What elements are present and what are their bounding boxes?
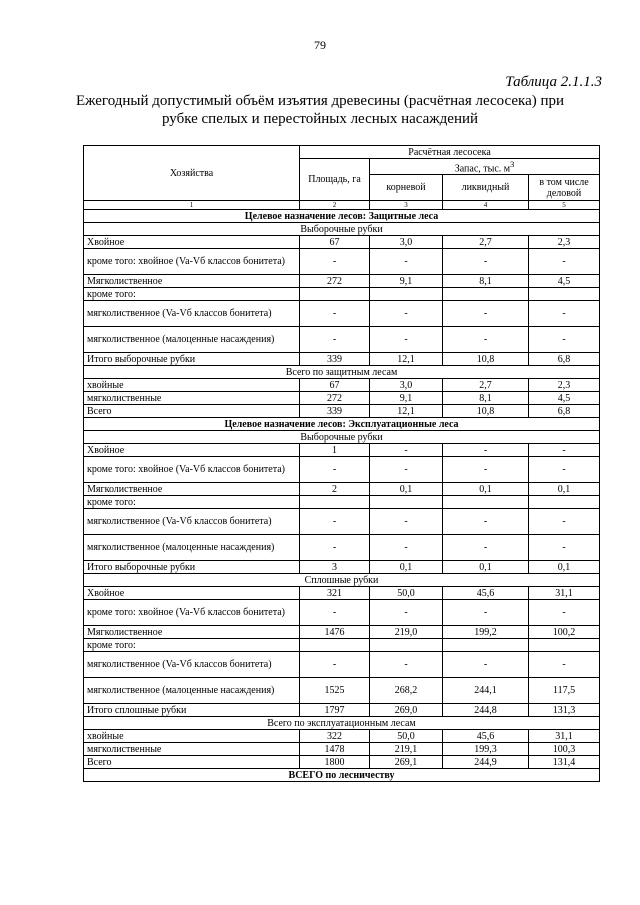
- table-row: [84, 743, 600, 756]
- cell-root: 0,1: [370, 561, 443, 574]
- cell-liquid: 0,1: [443, 561, 529, 574]
- cell-liquid: [443, 288, 529, 301]
- section-header: ВСЕГО по лесничеству: [84, 769, 600, 782]
- table-row: [84, 535, 600, 561]
- cell-area: 1797: [300, 704, 370, 717]
- cell-root: -: [370, 444, 443, 457]
- cell-area: 2: [300, 483, 370, 496]
- subsection-header: Сплошные рубки: [84, 574, 600, 587]
- row-label: кроме того: хвойное (Va-Vб классов бонитета): [84, 249, 300, 275]
- cell-business: 31,1: [529, 730, 600, 743]
- page-number: 79: [314, 38, 326, 52]
- cell-root: 268,2: [370, 678, 443, 704]
- cell-business: 31,1: [529, 587, 600, 600]
- cell-area: 339: [300, 353, 370, 366]
- row-label: хвойные: [84, 730, 300, 743]
- cell-business: 117,5: [529, 678, 600, 704]
- section-header: Целевое назначение лесов: Эксплуатационные леса: [84, 418, 600, 431]
- cell-area: 322: [300, 730, 370, 743]
- cell-area: 1476: [300, 626, 370, 639]
- table-row: [84, 457, 600, 483]
- cell-area: -: [300, 327, 370, 353]
- table-row: [84, 639, 600, 652]
- row-label: мягколиственное (Va-Vб классов бонитета): [84, 301, 300, 327]
- row-label: кроме того: хвойное (Va-Vб классов бонитета): [84, 600, 300, 626]
- cell-business: 4,5: [529, 275, 600, 288]
- cell-liquid: -: [443, 509, 529, 535]
- cell-area: 339: [300, 405, 370, 418]
- table-row: [84, 587, 600, 600]
- row-label: мягколиственные: [84, 743, 300, 756]
- cell-root: [370, 639, 443, 652]
- row-label: хвойные: [84, 379, 300, 392]
- row-label: Хвойное: [84, 236, 300, 249]
- cell-business: [529, 496, 600, 509]
- cell-business: 100,2: [529, 626, 600, 639]
- subsection-header: Выборочные рубки: [84, 223, 600, 236]
- table-row: [84, 600, 600, 626]
- cell-business: -: [529, 249, 600, 275]
- cell-area: 67: [300, 379, 370, 392]
- cell-root: 269,0: [370, 704, 443, 717]
- cell-liquid: -: [443, 600, 529, 626]
- cell-root: 0,1: [370, 483, 443, 496]
- cell-area: 1525: [300, 678, 370, 704]
- subsection-header: Выборочные рубки: [84, 431, 600, 444]
- table-row: [84, 444, 600, 457]
- table-row: [84, 626, 600, 639]
- cell-area: [300, 639, 370, 652]
- cell-business: -: [529, 327, 600, 353]
- table-name: Таблица 2.1.1.3: [505, 74, 602, 90]
- column-index: 4: [443, 201, 529, 210]
- cell-business: 2,3: [529, 236, 600, 249]
- table-row: [84, 483, 600, 496]
- cell-liquid: -: [443, 444, 529, 457]
- section-header: Целевое назначение лесов: Защитные леса: [84, 210, 600, 223]
- column-index: 2: [300, 201, 370, 210]
- table-row: [84, 379, 600, 392]
- table-row: [84, 652, 600, 678]
- cell-business: -: [529, 444, 600, 457]
- cell-business: 6,8: [529, 353, 600, 366]
- cell-liquid: -: [443, 535, 529, 561]
- cell-liquid: 8,1: [443, 275, 529, 288]
- subsection-header: Всего по защитным лесам: [84, 366, 600, 379]
- cell-business: 6,8: [529, 405, 600, 418]
- row-label: кроме того:: [84, 288, 300, 301]
- row-label: мягколиственное (малоценные насаждения): [84, 678, 300, 704]
- header-liquid: ликвидный: [443, 175, 529, 201]
- row-label: Всего: [84, 756, 300, 769]
- cell-liquid: 8,1: [443, 392, 529, 405]
- cell-liquid: 10,8: [443, 353, 529, 366]
- cell-root: 219,0: [370, 626, 443, 639]
- row-label: кроме того: хвойное (Va-Vб классов бонитета): [84, 457, 300, 483]
- row-label: кроме того:: [84, 496, 300, 509]
- cell-root: [370, 496, 443, 509]
- cell-business: -: [529, 600, 600, 626]
- cell-root: -: [370, 600, 443, 626]
- cell-area: -: [300, 509, 370, 535]
- cell-root: 12,1: [370, 353, 443, 366]
- table-row: [84, 301, 600, 327]
- cell-liquid: 45,6: [443, 730, 529, 743]
- cell-root: 9,1: [370, 275, 443, 288]
- header-business: в том числе деловой: [529, 175, 600, 201]
- row-label: мягколиственное (малоценные насаждения): [84, 327, 300, 353]
- row-label: Всего: [84, 405, 300, 418]
- cell-liquid: [443, 496, 529, 509]
- cell-liquid: 199,3: [443, 743, 529, 756]
- column-index: 5: [529, 201, 600, 210]
- cell-root: 3,0: [370, 236, 443, 249]
- cell-area: 272: [300, 275, 370, 288]
- cell-area: 1478: [300, 743, 370, 756]
- cell-root: 219,1: [370, 743, 443, 756]
- header-calc-cutting: Расчётная лесосека: [300, 146, 600, 159]
- table-row: [84, 769, 600, 782]
- table-row: [84, 275, 600, 288]
- cell-area: 1: [300, 444, 370, 457]
- cell-root: -: [370, 535, 443, 561]
- cell-root: -: [370, 457, 443, 483]
- cell-area: -: [300, 457, 370, 483]
- table-row: [84, 223, 600, 236]
- table-row: [84, 717, 600, 730]
- table-row: [84, 288, 600, 301]
- cell-root: 50,0: [370, 587, 443, 600]
- cell-liquid: 244,9: [443, 756, 529, 769]
- column-index: 3: [370, 201, 443, 210]
- table-row: [84, 509, 600, 535]
- row-label: Мягколиственное: [84, 275, 300, 288]
- cell-root: -: [370, 652, 443, 678]
- cell-business: 0,1: [529, 483, 600, 496]
- table-row: [84, 756, 600, 769]
- cell-liquid: -: [443, 301, 529, 327]
- row-label: Хвойное: [84, 587, 300, 600]
- cell-area: 3: [300, 561, 370, 574]
- table-title: Ежегодный допустимый объём изъятия древесины (расчётная лесосека) при рубке спелых и перестойных лесных насаждений: [75, 93, 565, 127]
- cell-liquid: 244,1: [443, 678, 529, 704]
- cell-area: 272: [300, 392, 370, 405]
- table-row: [84, 431, 600, 444]
- table-row: [84, 366, 600, 379]
- subsection-header: Всего по эксплуатационным лесам: [84, 717, 600, 730]
- row-label: Итого выборочные рубки: [84, 561, 300, 574]
- row-label: мягколиственные: [84, 392, 300, 405]
- table-row: [84, 730, 600, 743]
- table-row: [84, 496, 600, 509]
- row-label: кроме того:: [84, 639, 300, 652]
- cell-business: 131,3: [529, 704, 600, 717]
- cell-liquid: 244,8: [443, 704, 529, 717]
- row-label: мягколиственное (Va-Vб классов бонитета): [84, 652, 300, 678]
- cell-business: 2,3: [529, 379, 600, 392]
- cell-area: 321: [300, 587, 370, 600]
- cell-liquid: -: [443, 457, 529, 483]
- row-label: Итого сплошные рубки: [84, 704, 300, 717]
- cutting-volume-table: [83, 145, 600, 782]
- cell-area: -: [300, 652, 370, 678]
- cell-area: -: [300, 600, 370, 626]
- cell-liquid: -: [443, 327, 529, 353]
- table-row: [84, 574, 600, 587]
- cell-liquid: 199,2: [443, 626, 529, 639]
- table-row: [84, 678, 600, 704]
- cell-area: -: [300, 301, 370, 327]
- table-row: [84, 704, 600, 717]
- cell-business: 131,4: [529, 756, 600, 769]
- table-row: [84, 561, 600, 574]
- cell-root: 12,1: [370, 405, 443, 418]
- cell-business: 0,1: [529, 561, 600, 574]
- cell-liquid: [443, 639, 529, 652]
- cell-business: [529, 639, 600, 652]
- table-row: [84, 236, 600, 249]
- row-label: мягколиственное (Va-Vб классов бонитета): [84, 509, 300, 535]
- cell-liquid: 10,8: [443, 405, 529, 418]
- cell-business: 4,5: [529, 392, 600, 405]
- cell-business: -: [529, 457, 600, 483]
- cell-liquid: -: [443, 652, 529, 678]
- cell-root: [370, 288, 443, 301]
- cell-area: [300, 496, 370, 509]
- cell-liquid: 2,7: [443, 379, 529, 392]
- cell-liquid: 2,7: [443, 236, 529, 249]
- header-root: корневой: [370, 175, 443, 201]
- cell-root: 3,0: [370, 379, 443, 392]
- cell-business: [529, 288, 600, 301]
- table-row: [84, 418, 600, 431]
- table-row: [84, 405, 600, 418]
- table-row: [84, 327, 600, 353]
- table-row: [84, 353, 600, 366]
- header-farms: Хозяйства: [84, 146, 300, 201]
- cell-business: -: [529, 301, 600, 327]
- header-stock-label: Запас, тыс. м: [454, 163, 511, 175]
- table-row: [84, 249, 600, 275]
- row-label: Мягколиственное: [84, 626, 300, 639]
- cell-liquid: 45,6: [443, 587, 529, 600]
- cell-area: 1800: [300, 756, 370, 769]
- column-index: 1: [84, 201, 300, 210]
- cell-business: -: [529, 535, 600, 561]
- header-stock-sup: 3: [510, 160, 515, 169]
- cell-root: 269,1: [370, 756, 443, 769]
- header-stock: [370, 159, 600, 175]
- cell-root: -: [370, 301, 443, 327]
- cell-root: -: [370, 509, 443, 535]
- cell-area: 67: [300, 236, 370, 249]
- row-label: мягколиственное (малоценные насаждения): [84, 535, 300, 561]
- row-label: Мягколиственное: [84, 483, 300, 496]
- cell-liquid: 0,1: [443, 483, 529, 496]
- cell-root: -: [370, 327, 443, 353]
- table-row: [84, 210, 600, 223]
- cell-liquid: -: [443, 249, 529, 275]
- header-area: Площадь, га: [300, 159, 370, 201]
- table-row: [84, 392, 600, 405]
- cell-root: 9,1: [370, 392, 443, 405]
- cell-business: 100,3: [529, 743, 600, 756]
- cell-area: [300, 288, 370, 301]
- cell-root: -: [370, 249, 443, 275]
- cell-area: -: [300, 249, 370, 275]
- row-label: Хвойное: [84, 444, 300, 457]
- cell-area: -: [300, 535, 370, 561]
- cell-root: 50,0: [370, 730, 443, 743]
- row-label: Итого выборочные рубки: [84, 353, 300, 366]
- cell-business: -: [529, 509, 600, 535]
- cell-business: -: [529, 652, 600, 678]
